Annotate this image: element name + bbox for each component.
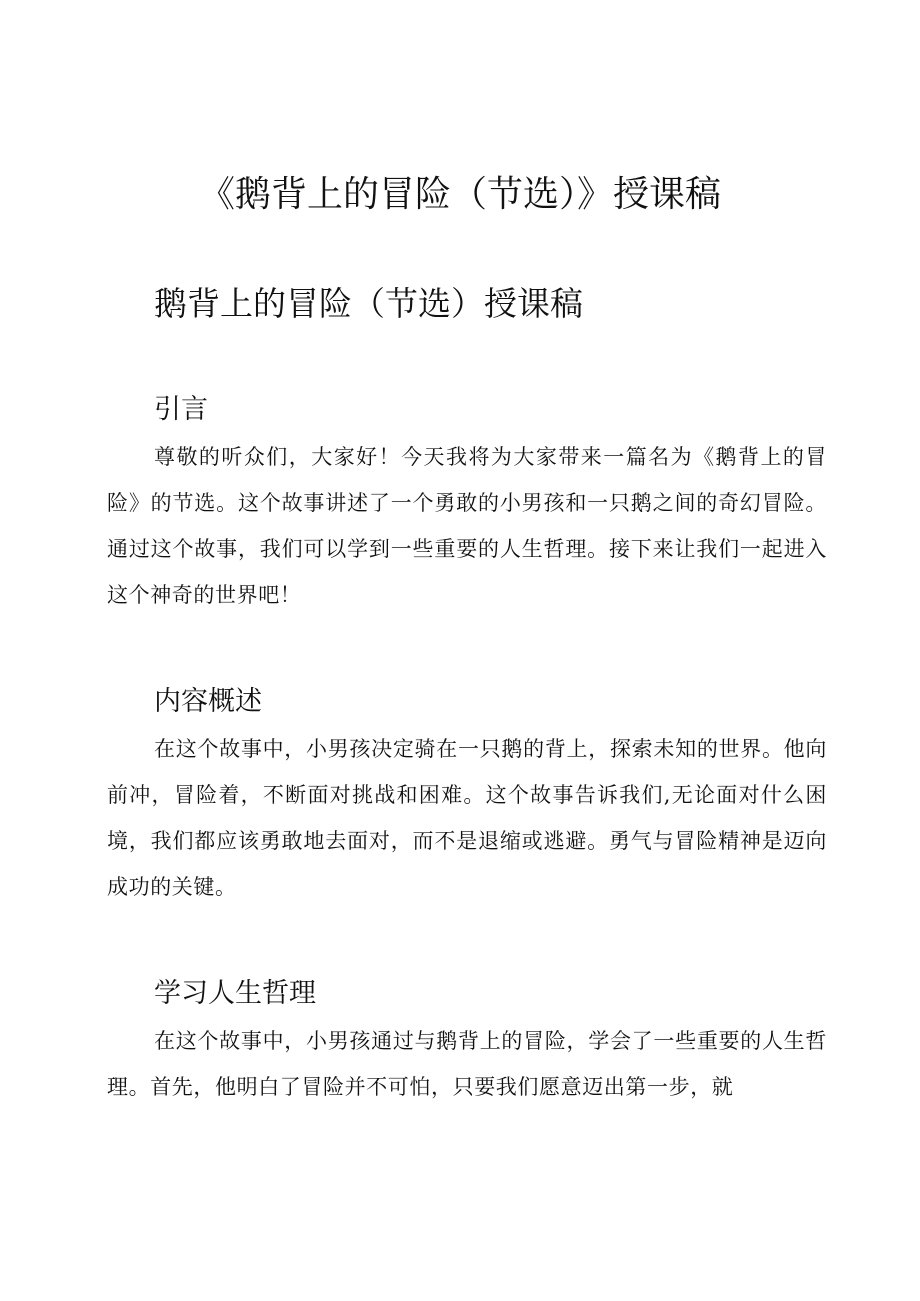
section-paragraph: 尊敬的听众们，大家好！今天我将为大家带来一篇名为《鹅背上的冒险》的节选。这个故事讲述了一个勇敢的小男孩和一只鹅之间的奇幻冒险。通过这个故事，我们可以学到一些重要的人生哲理。接下来让我们一起进入这个神奇的世界吧！ [107,445,827,607]
section-paragraph: 在这个故事中，小男孩通过与鹅背上的冒险，学会了一些重要的人生哲理。首先，他明白了冒险并不可怕，只要我们愿意迈出第一步，就 [107,1029,827,1099]
document-subtitle: 鹅背上的冒险（节选）授课稿 [154,284,583,323]
section-introduction [107,390,827,618]
document-title: 《鹅背上的冒险（节选）》授课稿 [198,174,721,215]
section-heading: 学习人生哲理 [154,978,316,1009]
section-life-philosophy [107,974,827,1110]
section-heading: 内容概述 [154,686,262,717]
section-heading: 引言 [154,394,208,425]
section-paragraph: 在这个故事中，小男孩决定骑在一只鹅的背上，探索未知的世界。他向前冲，冒险着，不断面对挑战和困难。这个故事告诉我们,无论面对什么困境，我们都应该勇敢地去面对，而不是退缩或逃避。勇气与冒险精神是迈向成功的关键。 [107,737,827,899]
section-content-overview [107,682,827,910]
